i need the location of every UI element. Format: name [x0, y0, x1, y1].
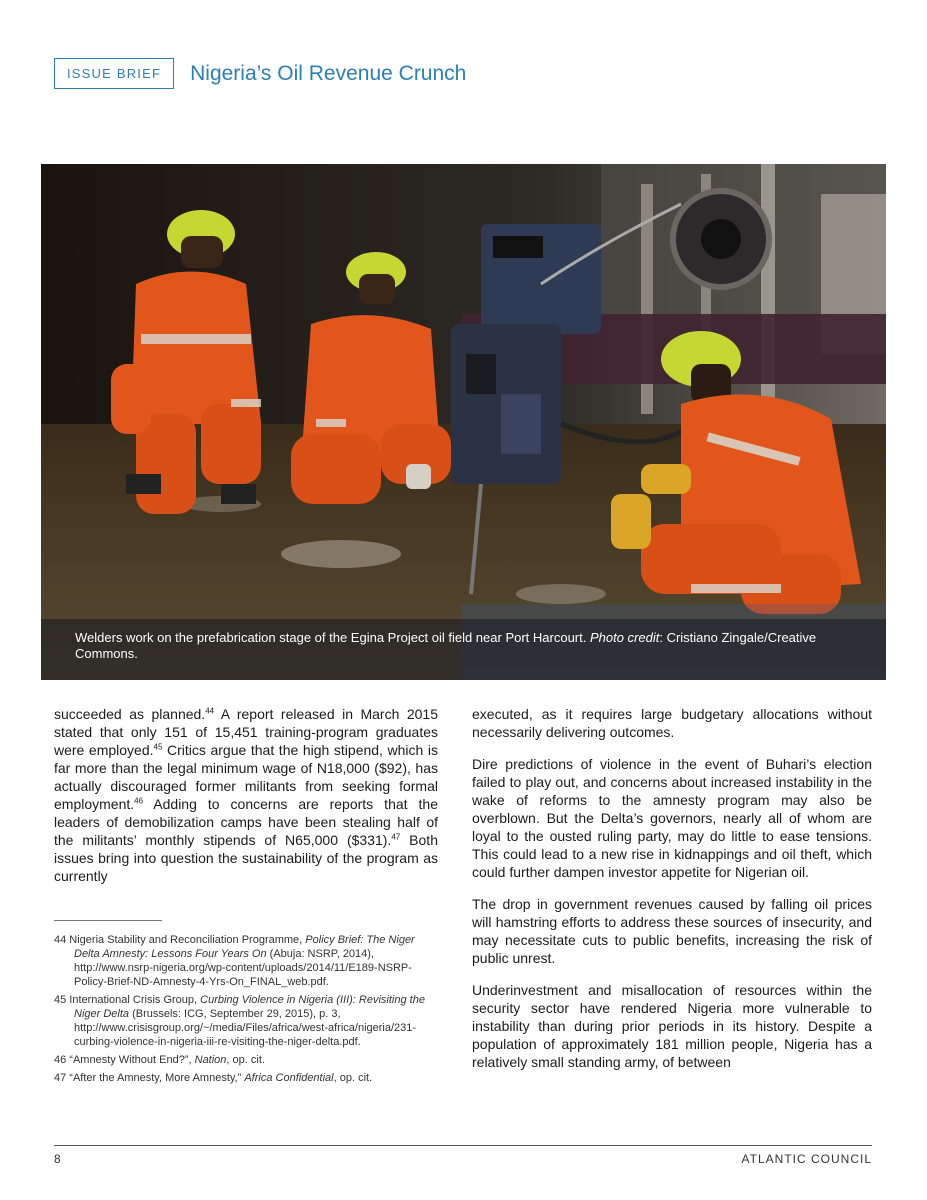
paragraph: executed, as it requires large budgetary allocations without necessarily delivering outcomes.	[472, 706, 872, 740]
caption-credit-label: Photo credit	[589, 630, 660, 645]
text-run: Critics argue that the high stipend, which is far more than the legal minimum wage of N18,000 ($92), has actually discouraged former militants from seeking formal employment.	[54, 742, 439, 812]
document-title: Nigeria’s Oil Revenue Crunch	[190, 61, 467, 85]
footnote-text: 45 International Crisis Group,	[54, 994, 201, 1006]
issue-brief-badge: ISSUE BRIEF	[54, 58, 174, 89]
text-run: A report released in March 2015 stated that only 151 of 15,451 training-program graduates were employed.	[54, 706, 438, 758]
footnotes	[54, 933, 438, 1089]
paragraph	[54, 705, 438, 885]
paragraph: Underinvestment and misallocation of resources within the security sector have rendered Nigeria more vulnerable to instability than during prior periods in its history. Despite a population of approximately 181 million people, Nigeria has a relatively small standing army, of between	[472, 982, 872, 1070]
organization-name: ATLANTIC COUNCIL	[741, 1152, 872, 1166]
footnote-46	[54, 1053, 438, 1067]
footnote-text: (Abuja: NSRP, 2014), http://www.nsrp-nigeria.org/wp-content/uploads/2014/11/E189-NSRP-Policy-Brief-ND-Amnesty-4-Yrs-On_FINAL_web.pdf.	[74, 948, 412, 988]
footnote-ref: 45	[153, 742, 163, 752]
footnote-title: Africa Confidential	[244, 1072, 334, 1084]
footnote-text: 46 “Amnesty Without End?”,	[54, 1054, 195, 1066]
page-number: 8	[54, 1152, 61, 1166]
paragraph: The drop in government revenues caused by falling oil prices will hamstring efforts to address these sources of insecurity, and may necessitate cuts to public benefits, increasing the risk of public unrest.	[472, 896, 872, 966]
text-run: Adding to concerns are reports that the leaders of demobilization camps have been stealing half of the militants’ monthly stipends of N65,000 ($331).	[54, 796, 438, 848]
footnote-ref: 46	[134, 796, 144, 806]
text-run: succeeded as planned.	[54, 706, 206, 722]
welders-illustration	[41, 164, 886, 680]
footnote-title: Nation	[194, 1054, 227, 1066]
footnote-45	[54, 993, 438, 1049]
footnote-title: Curbing Violence in Nigeria (III): Revisiting the Niger Delta	[74, 994, 425, 1020]
footnote-47	[54, 1071, 438, 1085]
footnote-text: (Brussels: ICG, September 29, 2015), p. 3, http://www.crisisgroup.org/~/media/Files/africa/west-africa/nigeria/231-curbing-violence-in-nigeria-iii-re-visiting-the-niger-delta.pdf.	[74, 1008, 417, 1048]
right-column	[472, 705, 872, 1085]
paragraph: Dire predictions of violence in the event of Buhari’s election failed to play out, and concerns about increased instability in the wake of reforms to the amnesty program may also be overblown. But the Delta’s governors, nearly all of whom are loyal to the ousted ruling party, may do little to ease tensions. This could lead to a new rise in kidnappings and oil theft, which could further dampen investor appetite for Nigerian oil.	[472, 756, 872, 880]
footnote-text: 44 Nigeria Stability and Reconciliation Programme,	[54, 934, 306, 946]
footnote-44	[54, 933, 438, 989]
footnote-text: , op. cit.	[333, 1072, 373, 1084]
caption-text: Welders work on the prefabrication stage of the Egina Project oil field near Port Harcourt.	[75, 630, 590, 645]
caption-credit: : Cristiano Zingale/Creative Commons.	[75, 630, 817, 661]
left-column	[54, 705, 438, 899]
feature-photo	[41, 164, 886, 680]
footnote-ref: 47	[391, 832, 401, 842]
text-run: Both issues bring into question the sustainability of the program as currently	[54, 832, 438, 884]
footer-divider	[54, 1145, 872, 1146]
footnote-text: 47 “After the Amnesty, More Amnesty,”	[54, 1072, 245, 1084]
footnote-divider	[54, 920, 162, 921]
photo-caption	[75, 630, 856, 662]
footnote-title: Policy Brief: The Niger Delta Amnesty: Lessons Four Years On	[74, 934, 415, 960]
footnote-text: , op. cit.	[226, 1054, 265, 1066]
page-header	[54, 58, 466, 89]
footnote-ref: 44	[205, 706, 215, 716]
